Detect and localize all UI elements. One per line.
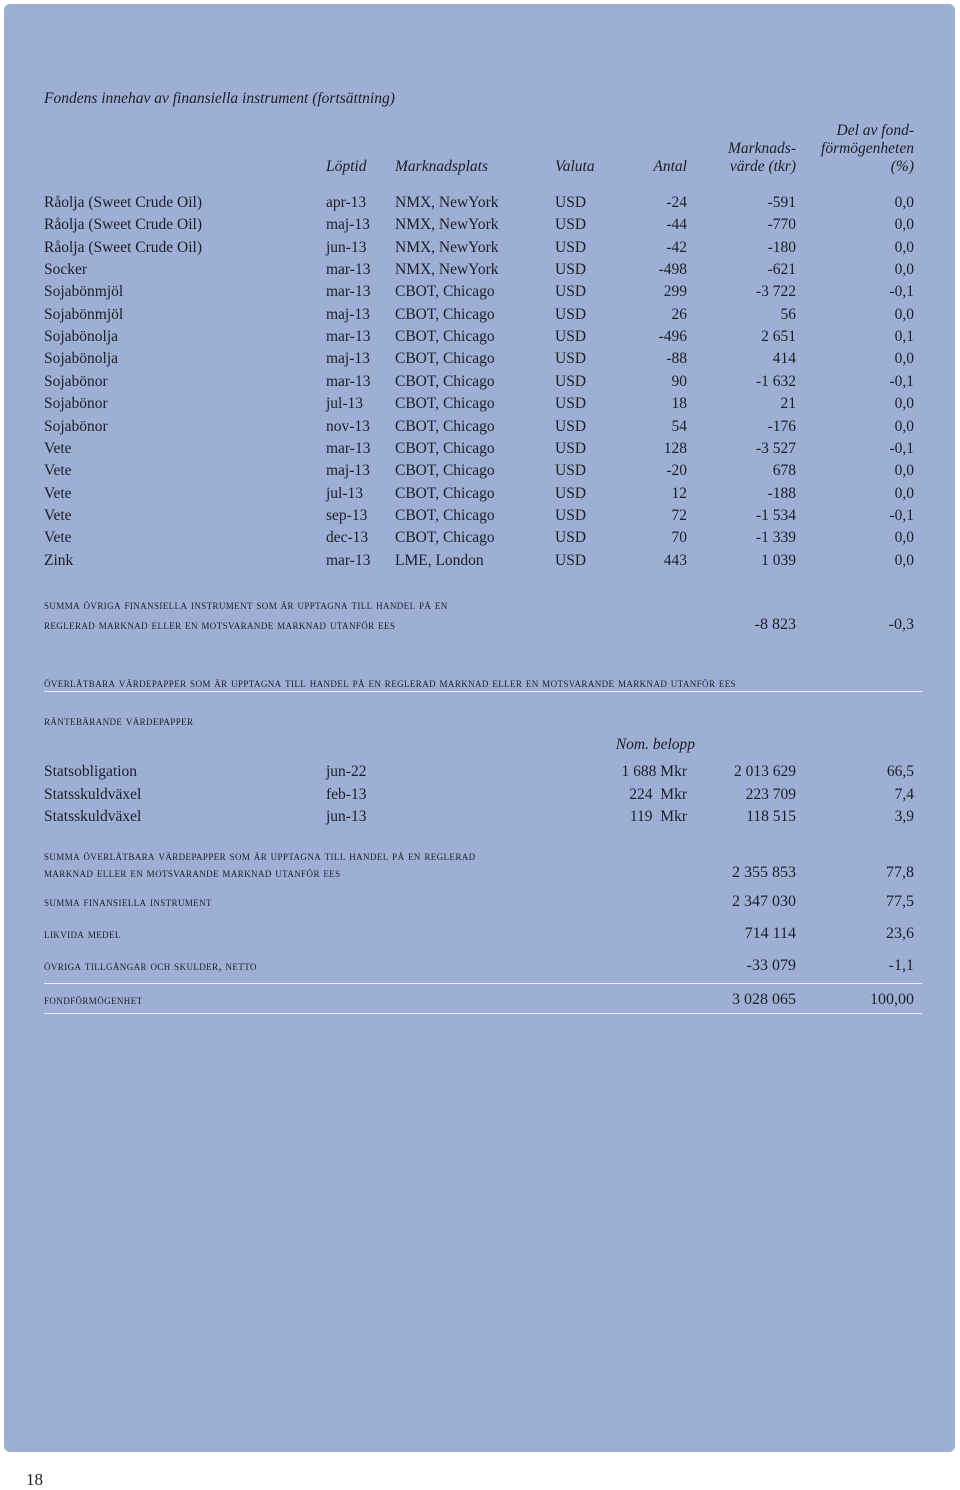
cell-antal: 299: [663, 283, 687, 301]
cell-loptid: dec-13: [326, 529, 369, 547]
cell-name: Råolja (Sweet Crude Oil): [44, 238, 202, 256]
cell-marknadsvarde: 56: [780, 305, 796, 323]
cell-andel: 0,1: [894, 328, 914, 346]
cell-valuta: USD: [555, 350, 587, 368]
cell-marknadsplats: NMX, NewYork: [395, 261, 499, 279]
cell-antal: 18: [671, 395, 687, 413]
cell-antal: -496: [658, 328, 687, 346]
summa-overlatbara-label-line2: marknad eller en motsvarande marknad utanför ees: [44, 866, 341, 880]
cell-marknadsvarde: -621: [767, 261, 796, 279]
cell-marknadsplats: CBOT, Chicago: [395, 350, 495, 368]
cell-andel: 0,0: [894, 484, 914, 502]
summa-ovriga-label-line2: reglerad marknad eller en motsvarande marknad utanför ees: [44, 618, 396, 632]
cell-marknadsvarde: -176: [767, 417, 796, 435]
cell-name: Vete: [44, 462, 72, 480]
cell-antal: -88: [666, 350, 687, 368]
cell-loptid: mar-13: [326, 328, 371, 346]
cell-loptid: mar-13: [326, 261, 371, 279]
cell-antal: 12: [671, 484, 687, 502]
section-divider: [44, 691, 922, 692]
header-marknadsvarde-line2: värde (tkr): [729, 158, 796, 175]
cell-valuta: USD: [555, 551, 587, 569]
cell-andel: -0,1: [889, 506, 914, 524]
ovriga-tillgangar-varde: -33 079: [746, 957, 796, 974]
cell-antal: -24: [666, 194, 687, 211]
cell-nom-belopp: 119 Mkr: [629, 808, 687, 825]
cell-andel: 0,0: [894, 261, 914, 279]
cell-antal: -42: [666, 238, 687, 256]
cell-loptid: maj-13: [326, 462, 370, 480]
likvida-medel-label: likvida medel: [44, 927, 121, 941]
header-marknadsvarde-line1: Marknads-: [727, 140, 796, 157]
cell-name: Sojabönor: [44, 372, 108, 390]
cell-marknadsplats: LME, London: [395, 551, 484, 569]
cell-valuta: USD: [555, 238, 587, 256]
cell-valuta: USD: [555, 439, 587, 457]
cell-andel: 0,0: [894, 305, 914, 323]
cell-name: Sojabönor: [44, 417, 108, 435]
summa-finansiella-andel: 77,5: [886, 893, 914, 910]
ovriga-tillgangar-label: övriga tillgångar och skulder, netto: [44, 959, 257, 973]
total-divider-bottom: [44, 1013, 922, 1014]
cell-andel: 3,9: [894, 808, 914, 825]
cell-marknadsplats: CBOT, Chicago: [395, 439, 495, 457]
cell-loptid: maj-13: [326, 305, 370, 323]
cell-loptid: apr-13: [326, 194, 367, 211]
cell-andel: 0,0: [894, 216, 914, 234]
cell-valuta: USD: [555, 506, 587, 524]
cell-loptid: mar-13: [326, 439, 371, 457]
header-marknadsplats: Marknadsplats: [395, 158, 488, 175]
cell-loptid: feb-13: [326, 785, 367, 803]
cell-loptid: mar-13: [326, 551, 371, 569]
total-divider-top: [44, 983, 922, 984]
cell-nom-belopp: 1 688 Mkr: [621, 763, 687, 780]
cell-marknadsplats: CBOT, Chicago: [395, 529, 495, 547]
cell-loptid: jul-13: [326, 395, 364, 413]
cell-marknadsvarde: -180: [767, 238, 796, 256]
header-valuta: Valuta: [555, 158, 595, 175]
cell-andel: 0,0: [894, 529, 914, 547]
overlatbara-heading: överlåtbara värdepapper som är upptagna till handel på en reglerad marknad eller en motsvarande marknad utanför ees: [44, 676, 737, 690]
fondformogenhet-varde: 3 028 065: [732, 991, 796, 1008]
cell-marknadsvarde: 223 709: [745, 785, 796, 803]
cell-loptid: maj-13: [326, 350, 370, 368]
cell-valuta: USD: [555, 194, 587, 211]
cell-nom-belopp: 224 Mkr: [629, 785, 687, 803]
cell-valuta: USD: [555, 261, 587, 279]
cell-andel: 0,0: [894, 350, 914, 368]
cell-name: Sojabönolja: [44, 350, 119, 368]
cell-marknadsvarde: 118 515: [746, 808, 796, 825]
header-nom-belopp: Nom. belopp: [615, 736, 695, 753]
header-marknadsvarde: [680, 140, 796, 176]
cell-name: Vete: [44, 439, 72, 457]
cell-antal: 443: [663, 551, 687, 569]
cell-valuta: USD: [555, 216, 587, 234]
cell-valuta: USD: [555, 372, 587, 390]
likvida-medel-andel: 23,6: [886, 925, 914, 942]
rantebarande-heading: räntebärande värdepapper: [44, 714, 194, 728]
cell-antal: -20: [666, 462, 687, 480]
summa-overlatbara-andel: 77,8: [886, 864, 914, 881]
cell-loptid: mar-13: [326, 283, 371, 301]
cell-marknadsvarde: -591: [767, 194, 796, 211]
cell-marknadsvarde: -188: [767, 484, 796, 502]
cell-marknadsplats: CBOT, Chicago: [395, 395, 495, 413]
cell-marknadsvarde: -3 527: [755, 439, 796, 457]
cell-marknadsplats: CBOT, Chicago: [395, 283, 495, 301]
cell-name: Sojabönmjöl: [44, 305, 124, 323]
page-number: 18: [26, 1470, 43, 1489]
cell-name: Sojabönor: [44, 395, 108, 413]
cell-name: Statsobligation: [44, 763, 137, 780]
cell-antal: 26: [671, 305, 687, 323]
cell-name: Socker: [44, 261, 88, 279]
cell-marknadsvarde: -770: [767, 216, 796, 234]
cell-marknadsplats: CBOT, Chicago: [395, 372, 495, 390]
cell-marknadsvarde: 1 039: [761, 551, 796, 569]
cell-marknadsvarde: -1 339: [755, 529, 796, 547]
cell-loptid: maj-13: [326, 216, 370, 234]
cell-antal: 90: [671, 372, 687, 390]
cell-marknadsplats: CBOT, Chicago: [395, 328, 495, 346]
fondformogenhet-label: fondförmögenhet: [44, 993, 143, 1007]
likvida-medel-varde: 714 114: [744, 925, 796, 942]
cell-andel: 0,0: [894, 395, 914, 413]
cell-marknadsplats: CBOT, Chicago: [395, 417, 495, 435]
cell-name: Sojabönolja: [44, 328, 119, 346]
cell-andel: 66,5: [886, 763, 914, 780]
cell-andel: 0,0: [894, 194, 914, 211]
cell-antal: 70: [671, 529, 687, 547]
ovriga-tillgangar-andel: -1,1: [888, 957, 914, 974]
summa-finansiella-varde: 2 347 030: [732, 893, 796, 910]
cell-loptid: nov-13: [326, 417, 370, 435]
cell-andel: -0,1: [889, 283, 914, 301]
summa-overlatbara-varde: 2 355 853: [732, 864, 796, 881]
header-antal: Antal: [653, 158, 687, 175]
cell-andel: 0,0: [894, 417, 914, 435]
cell-marknadsplats: NMX, NewYork: [395, 216, 499, 234]
cell-marknadsvarde: 414: [772, 350, 796, 368]
page-title: Fondens innehav av finansiella instrument (fortsättning): [44, 90, 395, 107]
cell-marknadsplats: CBOT, Chicago: [395, 484, 495, 502]
cell-valuta: USD: [555, 305, 587, 323]
cell-valuta: USD: [555, 395, 587, 413]
cell-loptid: jun-13: [326, 238, 367, 256]
cell-name: Råolja (Sweet Crude Oil): [44, 194, 202, 211]
cell-valuta: USD: [555, 283, 587, 301]
cell-name: Statsskuldväxel: [44, 808, 142, 825]
cell-andel: -0,1: [889, 372, 914, 390]
cell-valuta: USD: [555, 484, 587, 502]
cell-loptid: jul-13: [326, 484, 364, 502]
cell-name: Vete: [44, 506, 72, 524]
cell-marknadsvarde: -1 534: [755, 506, 796, 524]
cell-name: Sojabönmjöl: [44, 283, 124, 301]
cell-antal: 128: [663, 439, 687, 457]
summa-overlatbara-label-line1: summa överlåtbara värdepapper som är upptagna till handel på en reglerad: [44, 849, 476, 863]
fondformogenhet-andel: 100,00: [870, 991, 914, 1008]
header-andel-line2: förmögenheten: [821, 140, 914, 157]
cell-andel: -0,1: [889, 439, 914, 457]
summa-ovriga-varde: -8 823: [754, 616, 796, 633]
cell-marknadsplats: NMX, NewYork: [395, 194, 499, 211]
cell-loptid: jun-13: [326, 808, 367, 825]
cell-valuta: USD: [555, 462, 587, 480]
cell-marknadsvarde: 21: [780, 395, 796, 413]
cell-andel: 0,0: [894, 238, 914, 256]
header-loptid: Löptid: [326, 158, 367, 175]
summa-finansiella-label: summa finansiella instrument: [44, 895, 212, 909]
cell-marknadsvarde: -3 722: [755, 283, 796, 301]
cell-name: Statsskuldväxel: [44, 785, 142, 803]
cell-valuta: USD: [555, 529, 587, 547]
cell-name: Vete: [44, 484, 72, 502]
cell-andel: 7,4: [894, 785, 914, 803]
cell-marknadsvarde: 2 013 629: [734, 763, 796, 780]
header-andel-line1: Del av fond-: [836, 122, 914, 139]
header-andel: [790, 122, 914, 176]
cell-marknadsvarde: 678: [772, 462, 796, 480]
cell-antal: -498: [658, 261, 687, 279]
cell-andel: 0,0: [894, 551, 914, 569]
cell-antal: 54: [671, 417, 687, 435]
cell-valuta: USD: [555, 417, 587, 435]
cell-marknadsplats: CBOT, Chicago: [395, 305, 495, 323]
cell-marknadsplats: CBOT, Chicago: [395, 506, 495, 524]
header-andel-line3: (%): [890, 158, 914, 175]
cell-marknadsvarde: 2 651: [761, 328, 796, 346]
summa-ovriga-label-line1: summa övriga finansiella instrument som är upptagna till handel på en: [44, 598, 448, 612]
cell-loptid: jun-22: [326, 763, 367, 780]
summa-ovriga-andel: -0,3: [888, 616, 914, 633]
cell-marknadsplats: NMX, NewYork: [395, 238, 499, 256]
cell-loptid: sep-13: [326, 506, 368, 524]
cell-marknadsvarde: -1 632: [755, 372, 796, 390]
cell-loptid: mar-13: [326, 372, 371, 390]
cell-name: Vete: [44, 529, 72, 547]
cell-andel: 0,0: [894, 462, 914, 480]
cell-name: Råolja (Sweet Crude Oil): [44, 216, 202, 234]
cell-name: Zink: [44, 551, 74, 569]
cell-antal: 72: [671, 506, 687, 524]
cell-antal: -44: [666, 216, 687, 234]
cell-valuta: USD: [555, 328, 587, 346]
cell-marknadsplats: CBOT, Chicago: [395, 462, 495, 480]
